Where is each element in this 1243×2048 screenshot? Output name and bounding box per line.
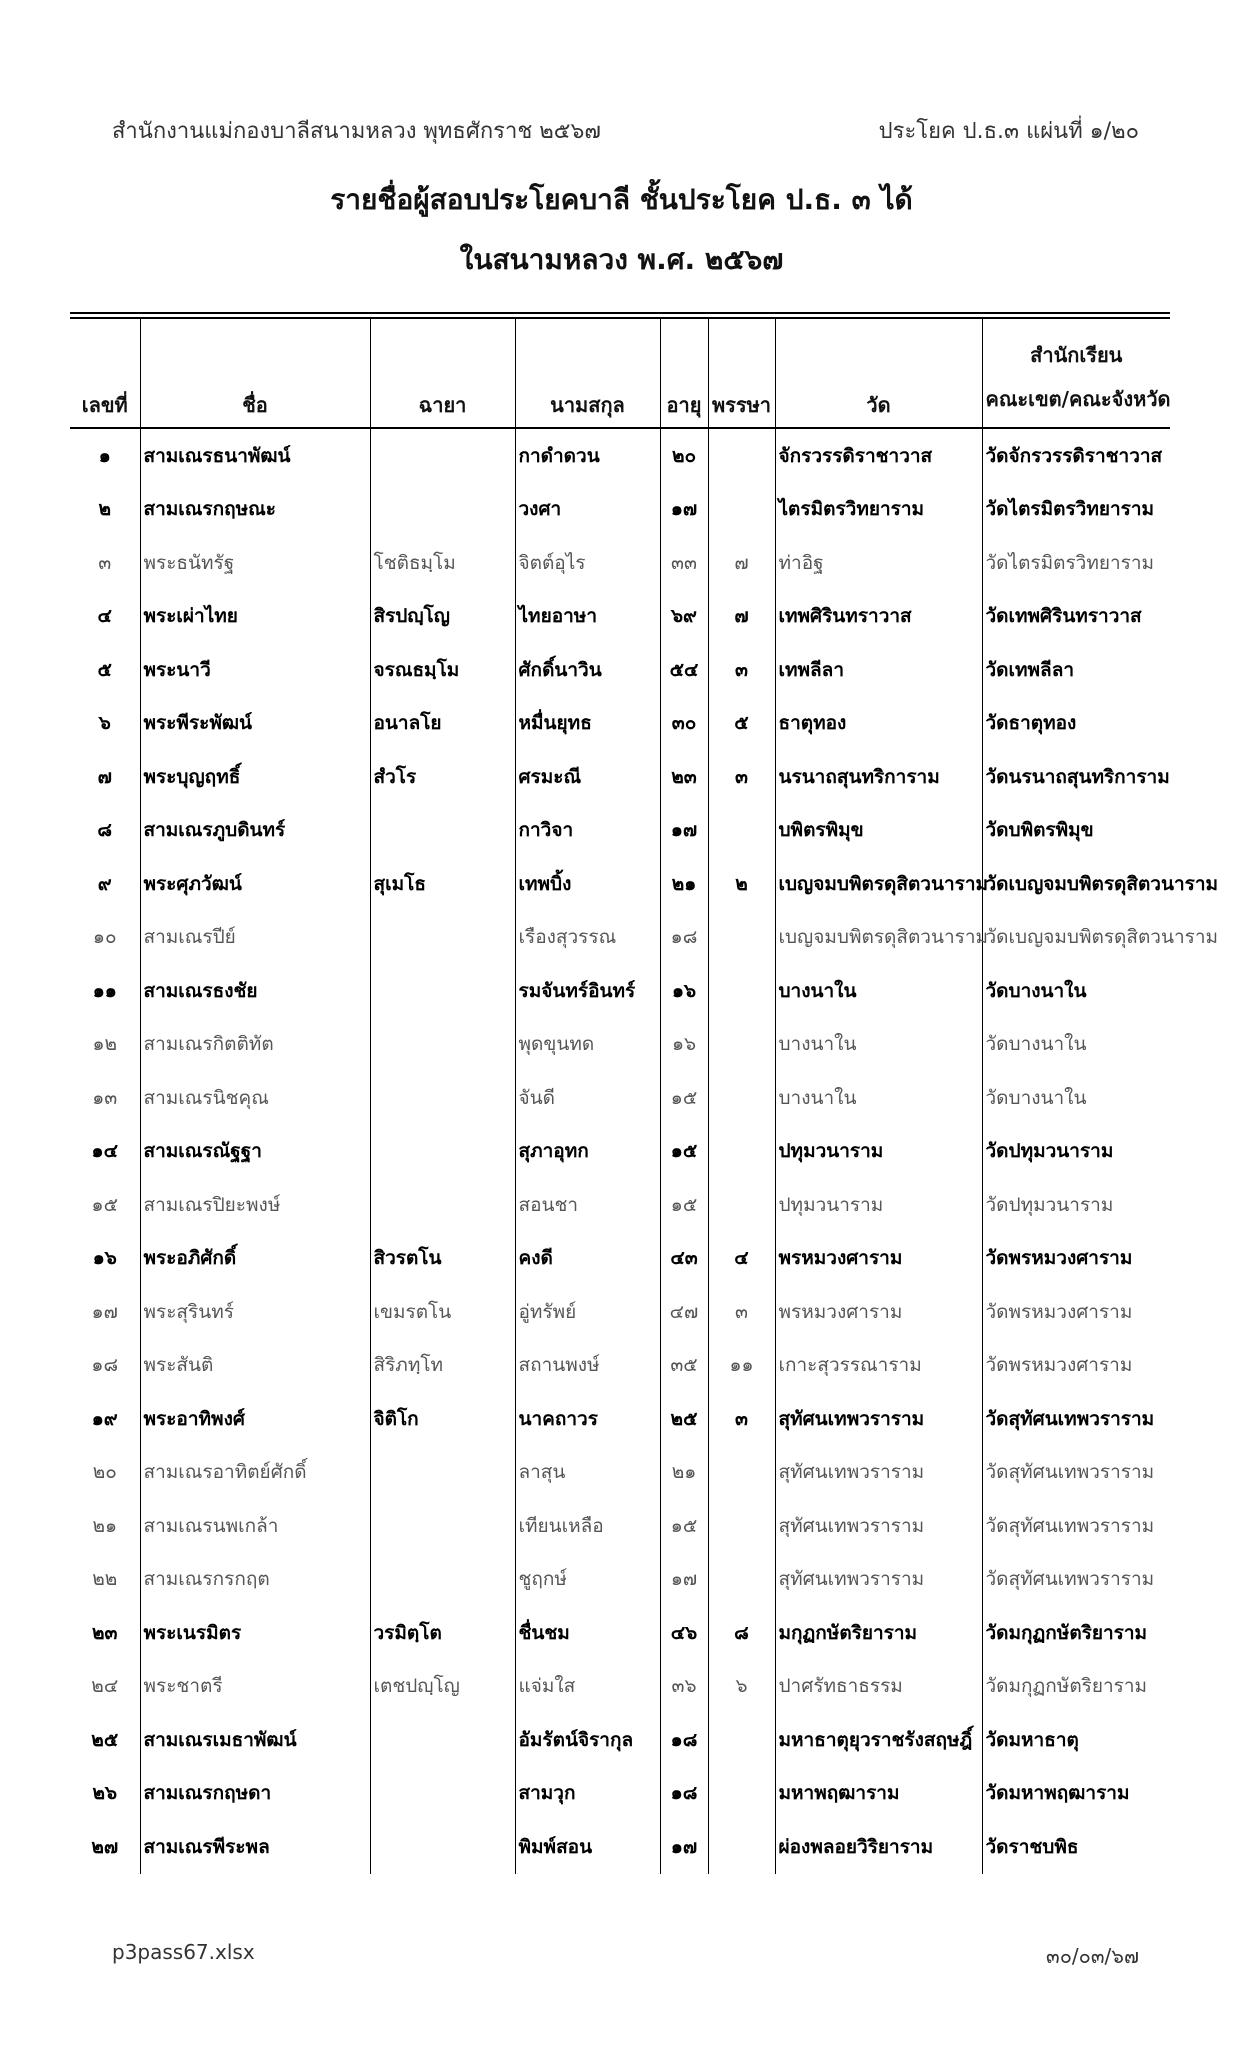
cell-no: ๕ [97,658,112,681]
cell-phansa: ๗ [708,590,775,644]
table-row [70,536,1170,590]
cell-surname: เทพบิ้ง [515,857,660,911]
cell-surname: พุดขุนทด [515,1018,660,1072]
cell-age: ๑๘ [660,1713,708,1767]
cell-no: ๘ [97,819,113,842]
cell-name: สามเณรอาทิตย์ศักดิ์ [140,1446,370,1500]
cell-age: ๑๖ [660,964,708,1018]
cell-age: ๔๓ [660,1232,708,1286]
cell-surname: ไทยอาษา [515,590,660,644]
col-header-phansa: พรรษา [708,319,775,428]
table-row [70,1018,1170,1072]
cell-age: ๒๐ [660,428,708,483]
cell-name: สามเณรนพเกล้า [140,1499,370,1553]
cell-phansa: ๓ [708,750,775,804]
cell-no: ๓ [98,551,112,574]
cell-chaya: เตชปญฺโญ [370,1660,515,1714]
cell-school: วัดปทุมวนาราม [982,1125,1170,1179]
cell-age: ๑๘ [660,1767,708,1821]
col-header-no: เลขที่ [70,319,140,428]
cell-age: ๑๕ [660,1499,708,1553]
cell-chaya [370,1071,515,1125]
table-row [70,1553,1170,1607]
cell-surname: ชื่นชม [515,1606,660,1660]
table-row [70,1820,1170,1874]
table-row [70,483,1170,537]
col-header-school [982,319,1170,428]
col-header-surname: นามสกุล [515,319,660,428]
cell-school: วัดจักรวรรดิราชาวาส [982,428,1170,483]
cell-phansa: ๑๑ [708,1339,775,1393]
cell-no: ๒๑ [92,1514,118,1537]
cell-school: วัดบพิตรพิมุข [982,804,1170,858]
cell-wat: จักรวรรดิราชาวาส [775,428,982,483]
cell-wat: สุทัศนเทพวราราม [775,1446,982,1500]
cell-school: วัดพรหมวงศาราม [982,1285,1170,1339]
cell-no: ๒ [98,498,112,521]
cell-no: ๒๒ [92,1568,118,1591]
cell-wat: บางนาใน [775,964,982,1018]
cell-chaya [370,1820,515,1874]
col-header-chaya: ฉายา [370,319,515,428]
cell-wat: บางนาใน [775,1018,982,1072]
table-row [70,1446,1170,1500]
cell-chaya: สิวรตโน [370,1232,515,1286]
cell-phansa [708,1553,775,1607]
cell-wat: เบญจมบพิตรดุสิตวนาราม [775,911,982,965]
cell-chaya [370,1178,515,1232]
cell-surname: ศักดิ์นาวิน [515,643,660,697]
cell-wat: ปทุมวนาราม [775,1125,982,1179]
cell-age: ๑๗ [660,804,708,858]
cell-name: พระนาวี [140,643,370,697]
table-row [70,643,1170,697]
results-table [70,319,1219,1874]
cell-school: วัดเบญจมบพิตรดุสิตวนาราม [982,911,1170,965]
cell-no: ๑๑ [92,979,117,1002]
col-header-age: อายุ [660,319,708,428]
cell-no: ๔ [97,605,112,628]
cell-chaya: จรณธมฺโม [370,643,515,697]
cell-surname: สุภาอุทก [515,1125,660,1179]
cell-wat: นรนาถสุนทริการาม [775,750,982,804]
cell-name: พระศุภวัฒน์ [140,857,370,911]
table-row [70,857,1170,911]
cell-no: ๙ [97,872,112,895]
cell-age: ๑๕ [660,1071,708,1125]
cell-name: สามเณรปิยะพงษ์ [140,1178,370,1232]
cell-chaya: จิติโก [370,1392,515,1446]
cell-wat: ธาตุทอง [775,697,982,751]
cell-age: ๑๘ [660,911,708,965]
cell-chaya [370,1767,515,1821]
cell-wat: ปทุมวนาราม [775,1178,982,1232]
cell-school: วัดพรหมวงศาราม [982,1339,1170,1393]
cell-school: วัดมกุฏกษัตริยาราม [982,1660,1170,1714]
cell-name: สามเณรกฤษณะ [140,483,370,537]
cell-wat: สุทัศนเทพวราราม [775,1392,982,1446]
cell-chaya [370,1713,515,1767]
cell-wat: เบญจมบพิตรดุสิตวนาราม [775,857,982,911]
cell-phansa [708,428,775,483]
cell-chaya [370,964,515,1018]
cell-age: ๑๗ [660,1820,708,1874]
cell-wat: ปาศรัทธาธรรม [775,1660,982,1714]
cell-surname: สามวุก [515,1767,660,1821]
cell-phansa [708,1125,775,1179]
cell-name: พระเนรมิตร [140,1606,370,1660]
cell-name: สามเณรณัฐฐา [140,1125,370,1179]
cell-name: สามเณรเมธาพัฒน์ [140,1713,370,1767]
cell-chaya [370,1499,515,1553]
cell-age: ๖๙ [660,590,708,644]
cell-school: วัดสุทัศนเทพวราราม [982,1553,1170,1607]
cell-school: วัดเบญจมบพิตรดุสิตวนาราม [982,857,1170,911]
footer-filename: p3pass67.xlsx [112,1940,255,1964]
cell-school: วัดมหาธาตุ [982,1713,1170,1767]
cell-surname: อัมรัตน์จิรากุล [515,1713,660,1767]
cell-name: สามเณรภูบดินทร์ [140,804,370,858]
cell-no: ๑๙ [91,1407,118,1430]
cell-age: ๕๔ [660,643,708,697]
cell-surname: คงดี [515,1232,660,1286]
col-header-school-bottom: คณะเขต/คณะจังหวัด [985,387,1171,411]
cell-school: วัดไตรมิตรวิทยาราม [982,536,1170,590]
cell-name: สามเณรพีระพล [140,1820,370,1874]
cell-wat: ไตรมิตรวิทยาราม [775,483,982,537]
cell-phansa [708,1178,775,1232]
document-title: รายชื่อผู้สอบประโยคบาลี ชั้นประโยค ป.ธ. ๓ ได้ [330,183,913,216]
table-row [70,1071,1170,1125]
cell-phansa [708,911,775,965]
cell-wat: บางนาใน [775,1071,982,1125]
cell-chaya [370,428,515,483]
table-row [70,1285,1170,1339]
cell-chaya: อนาลโย [370,697,515,751]
cell-name: สามเณรกฤษดา [140,1767,370,1821]
cell-surname: ศรมะณี [515,750,660,804]
cell-surname: แจ่มใส [515,1660,660,1714]
table-row [70,1392,1170,1446]
cell-phansa: ๗ [708,536,775,590]
cell-name: พระบุญฤทธิ์ [140,750,370,804]
cell-no: ๑๘ [91,1354,119,1377]
cell-school: วัดมกุฏกษัตริยาราม [982,1606,1170,1660]
cell-school: วัดสุทัศนเทพวราราม [982,1392,1170,1446]
cell-no: ๑๓ [92,1086,118,1109]
cell-chaya [370,483,515,537]
col-header-school-top: สำนักเรียน [1030,343,1123,367]
cell-no: ๒๐ [92,1461,117,1484]
table-row [70,1125,1170,1179]
table-row [70,1606,1170,1660]
cell-name: สามเณรปีย์ [140,911,370,965]
cell-no: ๖ [98,712,111,735]
cell-name: สามเณรกรกฤต [140,1553,370,1607]
cell-surname: เรืองสุวรรณ [515,911,660,965]
table-row [70,1499,1170,1553]
cell-surname: หมื่นยุทธ [515,697,660,751]
cell-phansa [708,1071,775,1125]
cell-school: วัดมหาพฤฒาราม [982,1767,1170,1821]
cell-phansa [708,1767,775,1821]
cell-chaya: สิริภทฺโท [370,1339,515,1393]
cell-school: วัดเทพลีลา [982,643,1170,697]
cell-surname: อู่ทรัพย์ [515,1285,660,1339]
cell-surname: ชูฤกษ์ [515,1553,660,1607]
cell-wat: สุทัศนเทพวราราม [775,1499,982,1553]
cell-phansa: ๖ [708,1660,775,1714]
cell-phansa [708,1446,775,1500]
cell-phansa [708,1820,775,1874]
cell-surname: จิตต์อุไร [515,536,660,590]
table-row [70,964,1170,1018]
cell-school: วัดปทุมวนาราม [982,1178,1170,1232]
document-subtitle: ในสนามหลวง พ.ศ. ๒๕๖๗ [459,243,784,276]
cell-name: พระพีระพัฒน์ [140,697,370,751]
cell-name: พระเผ่าไทย [140,590,370,644]
table-row [70,750,1170,804]
cell-surname: พิมพ์สอน [515,1820,660,1874]
table-top-rule [70,312,1170,314]
cell-no: ๑๒ [92,1033,118,1056]
cell-age: ๔๗ [660,1285,708,1339]
cell-name: พระสันติ [140,1339,370,1393]
cell-no: ๑๐ [92,926,117,949]
cell-phansa [708,964,775,1018]
header-office: สำนักงานแม่กองบาลีสนามหลวง พุทธศักราช ๒๕๖๗ [112,119,601,144]
table-header-row [70,319,1170,428]
cell-chaya: เขมรตโน [370,1285,515,1339]
col-header-name: ชื่อ [140,319,370,428]
cell-wat: เทพลีลา [775,643,982,697]
cell-chaya: วรมิตฺโต [370,1606,515,1660]
cell-phansa: ๓ [708,1285,775,1339]
cell-wat: มหาธาตุยุวราชรังสฤษฎิ์ [775,1713,982,1767]
cell-surname: วงศา [515,483,660,537]
cell-age: ๓๐ [660,697,708,751]
cell-wat: พรหมวงศาราม [775,1285,982,1339]
cell-name: พระชาตรี [140,1660,370,1714]
table-row [70,1767,1170,1821]
cell-age: ๑๕ [660,1125,708,1179]
cell-age: ๓๖ [660,1660,708,1714]
cell-phansa: ๘ [708,1606,775,1660]
cell-no: ๑๕ [91,1193,118,1216]
cell-age: ๒๕ [660,1392,708,1446]
cell-school: วัดเทพศิรินทราวาส [982,590,1170,644]
cell-wat: มกุฏกษัตริยาราม [775,1606,982,1660]
cell-chaya: โชติธมฺโม [370,536,515,590]
cell-no: ๒๓ [91,1621,118,1644]
table-row [70,1713,1170,1767]
cell-age: ๒๓ [660,750,708,804]
cell-phansa: ๔ [708,1232,775,1286]
cell-chaya [370,1125,515,1179]
table-row [70,1178,1170,1232]
cell-age: ๒๑ [660,1446,708,1500]
cell-wat: ผ่องพลอยวิริยาราม [775,1820,982,1874]
cell-school: วัดธาตุทอง [982,697,1170,751]
cell-chaya [370,804,515,858]
cell-school: วัดสุทัศนเทพวราราม [982,1499,1170,1553]
cell-school: วัดบางนาใน [982,964,1170,1018]
cell-phansa: ๒ [708,857,775,911]
cell-school: วัดบางนาใน [982,1018,1170,1072]
cell-age: ๑๗ [660,483,708,537]
cell-name: สามเณรนิชคุณ [140,1071,370,1125]
table-row [70,804,1170,858]
cell-chaya: สํวโร [370,750,515,804]
cell-phansa [708,1499,775,1553]
table-row [70,590,1170,644]
table-row [70,911,1170,965]
cell-wat: มหาพฤฒาราม [775,1767,982,1821]
cell-chaya [370,1446,515,1500]
cell-surname: ลาสุน [515,1446,660,1500]
table-row [70,1232,1170,1286]
table-row [70,697,1170,751]
cell-age: ๓๕ [660,1339,708,1393]
cell-surname: รมจันทร์อินทร์ [515,964,660,1018]
table-row [70,428,1170,483]
cell-phansa: ๕ [708,697,775,751]
cell-name: สามเณรธงชัย [140,964,370,1018]
cell-no: ๑๖ [92,1247,117,1270]
cell-no: ๑๗ [91,1300,118,1323]
cell-phansa: ๓ [708,643,775,697]
cell-phansa [708,804,775,858]
cell-wat: บพิตรพิมุข [775,804,982,858]
cell-surname: กาวิจา [515,804,660,858]
cell-school: วัดสุทัศนเทพวราราม [982,1446,1170,1500]
cell-phansa: ๓ [708,1392,775,1446]
cell-phansa [708,1018,775,1072]
cell-chaya: สิรปญฺโญ [370,590,515,644]
table-row [70,1660,1170,1714]
cell-no: ๒๕ [91,1728,119,1751]
cell-chaya [370,1553,515,1607]
cell-wat: ท่าอิฐ [775,536,982,590]
cell-school: วัดบางนาใน [982,1071,1170,1125]
table-body [70,428,1219,1874]
results-table-wrapper [70,312,1219,1874]
cell-school: วัดไตรมิตรวิทยาราม [982,483,1170,537]
cell-wat: สุทัศนเทพวราราม [775,1553,982,1607]
cell-name: พระอภิศักดิ์ [140,1232,370,1286]
cell-age: ๓๓ [660,536,708,590]
cell-age: ๑๗ [660,1553,708,1607]
table-row [70,1339,1170,1393]
cell-surname: จันดี [515,1071,660,1125]
cell-school: วัดนรนาถสุนทริการาม [982,750,1170,804]
cell-wat: เกาะสุวรรณาราม [775,1339,982,1393]
cell-chaya [370,911,515,965]
cell-no: ๑๔ [91,1140,118,1163]
cell-school: วัดราชบพิธ [982,1820,1170,1874]
cell-name: สามเณรธนาพัฒน์ [140,428,370,483]
cell-name: สามเณรกิตติทัต [140,1018,370,1072]
cell-no: ๒๖ [92,1782,118,1805]
cell-surname: กาดำดวน [515,428,660,483]
cell-surname: เทียนเหลือ [515,1499,660,1553]
cell-chaya [370,1018,515,1072]
cell-name: พระสุรินทร์ [140,1285,370,1339]
cell-school: วัดพรหมวงศาราม [982,1232,1170,1286]
cell-name: พระอาทิพงศ์ [140,1392,370,1446]
cell-wat: เทพศิรินทราวาส [775,590,982,644]
cell-age: ๒๑ [660,857,708,911]
cell-wat: พรหมวงศาราม [775,1232,982,1286]
cell-phansa [708,1713,775,1767]
cell-no: ๑ [98,444,111,467]
cell-chaya: สุเมโธ [370,857,515,911]
cell-age: ๑๖ [660,1018,708,1072]
cell-surname: สถานพงษ์ [515,1339,660,1393]
cell-no: ๒๔ [91,1675,119,1698]
cell-phansa [708,483,775,537]
header-sheet-number: ประโยค ป.ธ.๓ แผ่นที่ ๑/๒๐ [878,119,1139,144]
cell-name: พระธนัทรัฐ [140,536,370,590]
cell-surname: สอนชา [515,1178,660,1232]
cell-surname: นาคถาวร [515,1392,660,1446]
cell-age: ๑๕ [660,1178,708,1232]
cell-no: ๒๗ [91,1835,119,1858]
footer-date: ๓๐/๐๓/๖๗ [1046,1944,1139,1968]
col-header-wat: วัด [775,319,982,428]
cell-no: ๗ [97,765,112,788]
cell-age: ๔๖ [660,1606,708,1660]
